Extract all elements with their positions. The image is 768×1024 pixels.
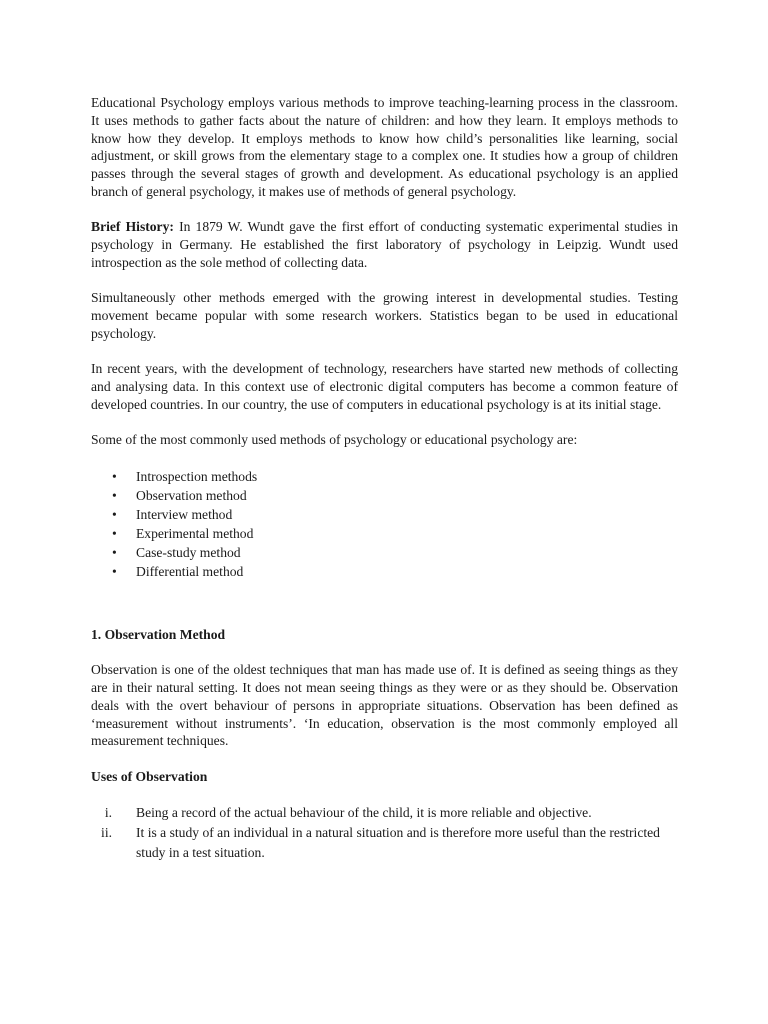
bullet-icon: • bbox=[112, 525, 117, 541]
recent-years-paragraph: In recent years, with the development of technology, researchers have started new methods of collecting and analysing data. In this context use of electronic digital computers has become a common feature of developed countries. In our country, the use of computers in educational psychology is at its initial stage. bbox=[91, 361, 678, 412]
list-item: ii. It is a study of an individual in a natural situation and is therefore more useful than the restricted study in a test situation. bbox=[91, 823, 678, 863]
methods-list bbox=[91, 467, 678, 581]
brief-history-text: In 1879 W. Wundt gave the first effort of conducting systematic experimental studies in psychology in Germany. He established the first laboratory of psychology in Leipzig. Wundt used introspection as the sole method of collecting data. bbox=[91, 219, 678, 270]
bullet-icon: • bbox=[112, 506, 117, 522]
list-number: ii. bbox=[101, 825, 112, 841]
uses-heading: Uses of Observation bbox=[91, 768, 208, 784]
list-item: • Introspection methods bbox=[112, 468, 258, 484]
list-number: i. bbox=[104, 805, 112, 821]
bullet-icon: • bbox=[112, 468, 117, 484]
brief-history-label: Brief History: bbox=[91, 219, 174, 235]
uses-list bbox=[91, 803, 678, 863]
section-heading: 1. Observation Method bbox=[91, 626, 226, 642]
document-page bbox=[91, 94, 678, 863]
list-item: • Observation method bbox=[112, 487, 247, 503]
simultaneously-paragraph: Simultaneously other methods emerged with the growing interest in developmental studies. Testing movement became popular with some research workers. Statistics began to be used in educational psychology. bbox=[91, 290, 678, 341]
methods-intro-paragraph: Some of the most commonly used methods of psychology or educational psychology are: bbox=[91, 432, 578, 448]
intro-paragraph: Educational Psychology employs various methods to improve teaching-learning process in the classroom. It uses methods to gather facts about the nature of children: and how they learn. It employs methods to know how they develop. It employs methods to know how child’s personalities like learning, social adjustment, or skill grows from the elementary stage to a complex one. It studies how a group of children passes through the several stages of growth and development. As educational psychology is an applied branch of general psychology, it makes use of methods of general psychology. bbox=[91, 95, 678, 199]
list-item: • Case-study method bbox=[112, 544, 241, 560]
list-item: • Differential method bbox=[112, 563, 244, 579]
list-item: i. Being a record of the actual behaviour of the child, it is more reliable and objective. bbox=[91, 803, 678, 823]
bullet-icon: • bbox=[112, 563, 117, 579]
observation-paragraph: Observation is one of the oldest techniques that man has made use of. It is defined as seeing things as they are in their natural setting. It does not mean seeing things as they were or as they should be. Observation deals with the overt behaviour of persons in appropriate situations. Observation has been defined as ‘measurement without instruments’. ‘In education, observation is the most commonly employed all measurement techniques. bbox=[91, 662, 678, 749]
brief-history-paragraph bbox=[91, 218, 678, 271]
bullet-icon: • bbox=[112, 487, 117, 503]
bullet-icon: • bbox=[112, 544, 117, 560]
list-item: • Experimental method bbox=[112, 525, 254, 541]
list-item: • Interview method bbox=[112, 506, 233, 522]
